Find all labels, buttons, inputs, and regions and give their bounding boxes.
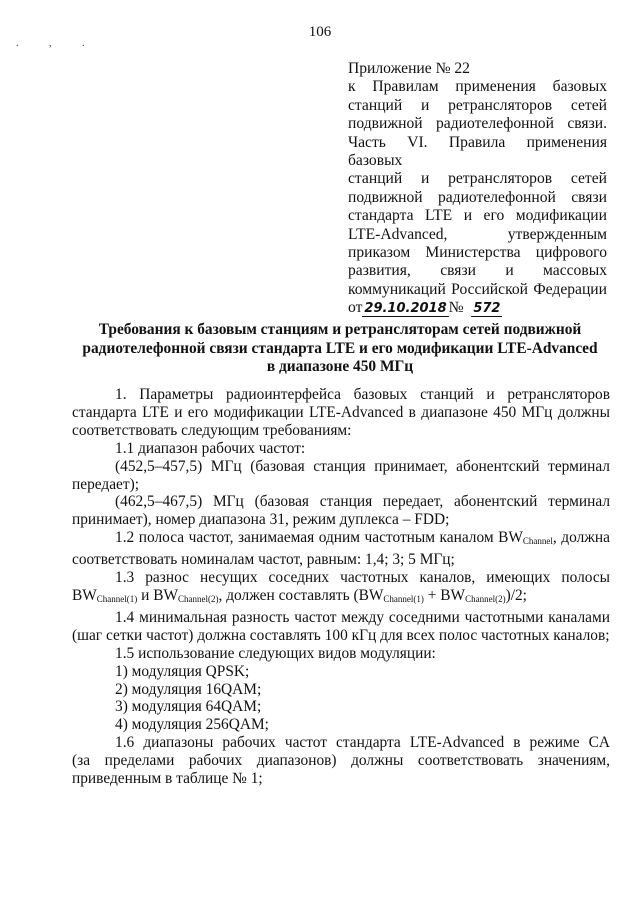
appendix-line: подвижной радиотелефонной связи. — [348, 115, 607, 133]
modulation-list-item: 2) модуляция 16QAM; — [115, 680, 262, 698]
document-body — [72, 386, 610, 788]
item-1-4: 1.4 минимальная разность частот между соседними частотными каналами — [115, 608, 610, 626]
scan-marks: . , . — [16, 38, 99, 49]
order-from-label: от — [348, 299, 363, 317]
title-line: радиотелефонной связи стандарта LTE и его модификации LTE-Advanced — [82, 339, 598, 357]
item-1-2-cont: соответствовать номиналам частот, равным: 1,4; 3; 5 МГц; — [72, 551, 455, 569]
modulation-list-item: 4) модуляция 256QAM; — [115, 716, 269, 734]
subscript: Channel — [522, 536, 553, 547]
formula-part: )/2; — [505, 586, 527, 604]
appendix-line: Часть VI. Правила применения базовых — [348, 133, 607, 170]
formula-part: , должен составлять (BW — [218, 586, 384, 604]
order-date: 29.10.2018 — [364, 301, 447, 317]
appendix-line: подвижной радиотелефонной связи — [348, 188, 607, 206]
subscript: Channel(1) — [383, 593, 424, 604]
appendix-block — [348, 60, 607, 319]
subscript: Channel(1) — [96, 593, 138, 604]
appendix-line: станций и ретрансляторов сетей — [348, 96, 607, 114]
appendix-line: коммуникаций Российской Федерации — [348, 280, 607, 298]
subscript: Channel(2) — [465, 593, 506, 604]
paragraph-1-line: стандарта LTE и его модификации LTE-Advanced в диапазоне 450 МГц должны — [72, 403, 610, 421]
paragraph-1-line: соответствовать следующим требованиям: — [72, 421, 352, 439]
appendix-heading: Приложение № 22 — [348, 60, 470, 77]
title-line: в диапазоне 450 МГц — [266, 358, 414, 376]
item-1-4-cont: (шаг сетки частот) должна составлять 100 кГц для всех полос частотных каналов; — [72, 626, 610, 644]
item-1-1-range-b: (462,5–467,5) МГц (базовая станция передает, абонентский терминал — [115, 493, 610, 511]
item-1-6-cont: (за пределами рабочих диапазонов) должны соответствовать значениям, — [72, 752, 610, 770]
item-1-1: 1.1 диапазон рабочих частот: — [115, 439, 306, 457]
item-1-6-cont: приведенным в таблице № 1; — [72, 770, 263, 788]
item-1-6: 1.6 диапазоны рабочих частот стандарта LTE-Advanced в режиме CA — [115, 734, 610, 752]
appendix-line: LTE-Advanced, утвержденным — [348, 225, 607, 243]
title-line: Требования к базовым станциям и ретрансляторам сетей подвижной — [98, 321, 582, 338]
appendix-line: станций и ретрансляторов сетей — [348, 170, 607, 188]
order-number-label: № — [448, 299, 464, 317]
appendix-line: развития, связи и массовых — [348, 262, 607, 280]
document-title — [70, 321, 610, 377]
formula-part: и BW — [137, 586, 179, 604]
order-number: 572 — [473, 301, 501, 317]
formula-part: + BW — [423, 586, 466, 604]
modulation-list-item: 3) модуляция 64QAM; — [115, 698, 262, 716]
appendix-line: к Правилам применения базовых — [348, 78, 607, 96]
paragraph-1-line: 1. Параметры радиоинтерфейса базовых станций и ретрансляторов — [115, 386, 610, 403]
page-number: 106 — [308, 24, 332, 40]
item-1-1-range-b-cont: принимает), номер диапазона 31, режим дуплекса – FDD; — [72, 511, 450, 529]
appendix-line: приказом Министерства цифрового — [348, 244, 607, 262]
item-1-2-text: 1.2 полоса частот, занимаемая одним частотным каналом BW — [115, 529, 523, 547]
item-1-5: 1.5 использование следующих видов модуляции: — [115, 644, 436, 662]
appendix-line: стандарта LTE и его модификации — [348, 207, 607, 225]
modulation-list-item: 1) модуляция QPSK; — [115, 662, 250, 680]
item-1-3: 1.3 разнос несущих соседних частотных каналов, имеющих полосы — [115, 569, 610, 587]
item-1-3-formula — [72, 587, 610, 609]
item-1-2 — [72, 529, 610, 551]
item-1-2-text-end: , должна — [552, 529, 610, 547]
item-1-1-range-a-cont: передает); — [72, 475, 140, 493]
item-1-1-range-a: (452,5–457,5) МГц (базовая станция принимает, абонентский терминал — [115, 457, 610, 475]
subscript: Channel(2) — [178, 593, 219, 604]
order-date-line — [348, 299, 607, 318]
formula-part: BW — [72, 586, 97, 604]
